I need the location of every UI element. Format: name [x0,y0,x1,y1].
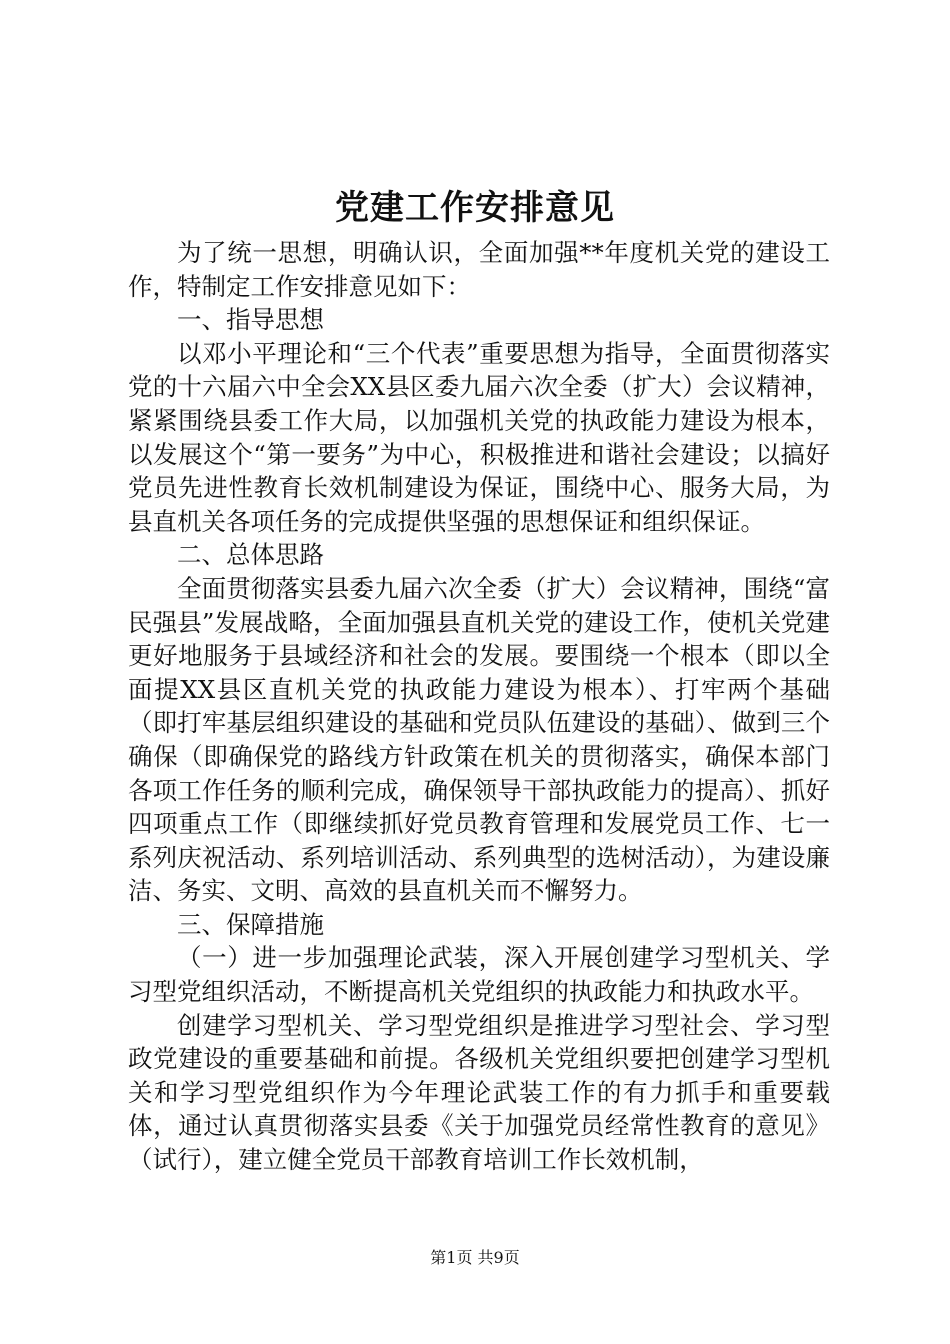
section-heading-safeguard-measures: 三、保障措施 [177,909,324,939]
guiding-ideology-paragraph: 以邓小平理论和“三个代表”重要思想为指导，全面贯彻落实党的十六届六中全会XX县区委九届六次全委（扩大）会议精神，紧紧围绕县委工作大局，以加强机关党的执政能力建设为根本，以发展这个“第一要务”为中心，积极推进和谐社会建设；以搞好党员先进性教育长效机制建设为保证，围绕中心、服务大局，为县直机关各项任务的完成提供坚强的思想保证和组织保证。 [128,338,830,536]
overall-approach-paragraph: 全面贯彻落实县委九届六次全委（扩大）会议精神，围绕“富民强县”发展战略，全面加强县直机关党的建设工作，使机关党建更好地服务于县域经济和社会的发展。要围绕一个根本（即以全面提XX县区直机关党的执政能力建设为根本）、打牢两个基础（即打牢基层组织建设的基础和党员队伍建设的基础）、做到三个确保（即确保党的路线方针政策在机关的贯彻落实，确保本部门各项工作任务的顺利完成，确保领导干部执政能力的提高）、抓好四项重点工作（即继续抓好党员教育管理和发展党员工作、七一系列庆祝活动、系列培训活动、系列典型的选树活动），为建设廉洁、务实、文明、高效的县直机关而不懈努力。 [128,573,830,906]
learning-organization-paragraph: 创建学习型机关、学习型党组织是推进学习型社会、学习型政党建设的重要基础和前提。各级机关党组织要把创建学习型机关和学习型党组织作为今年理论武装工作的有力抓手和重要载体，通过认真贯彻落实县委《关于加强党员经常性教育的意见》（试行），建立健全党员干部教育培训工作长效机制， [128,1010,830,1175]
document-title: 党建工作安排意见 [335,188,615,228]
section-heading-guiding-ideology: 一、指导思想 [177,305,324,335]
page-footer: 第1页 共9页 [430,1248,520,1267]
document-body [128,236,830,1177]
section-heading-overall-approach: 二、总体思路 [177,540,324,570]
intro-paragraph: 为了统一思想，明确认识，全面加强**年度机关党的建设工作，特制定工作安排意见如下： [128,238,830,301]
subsection-heading-theory: （一）进一步加强理论武装，深入开展创建学习型机关、学习型党组织活动，不断提高机关党组织的执政能力和执政水平。 [128,943,830,1007]
